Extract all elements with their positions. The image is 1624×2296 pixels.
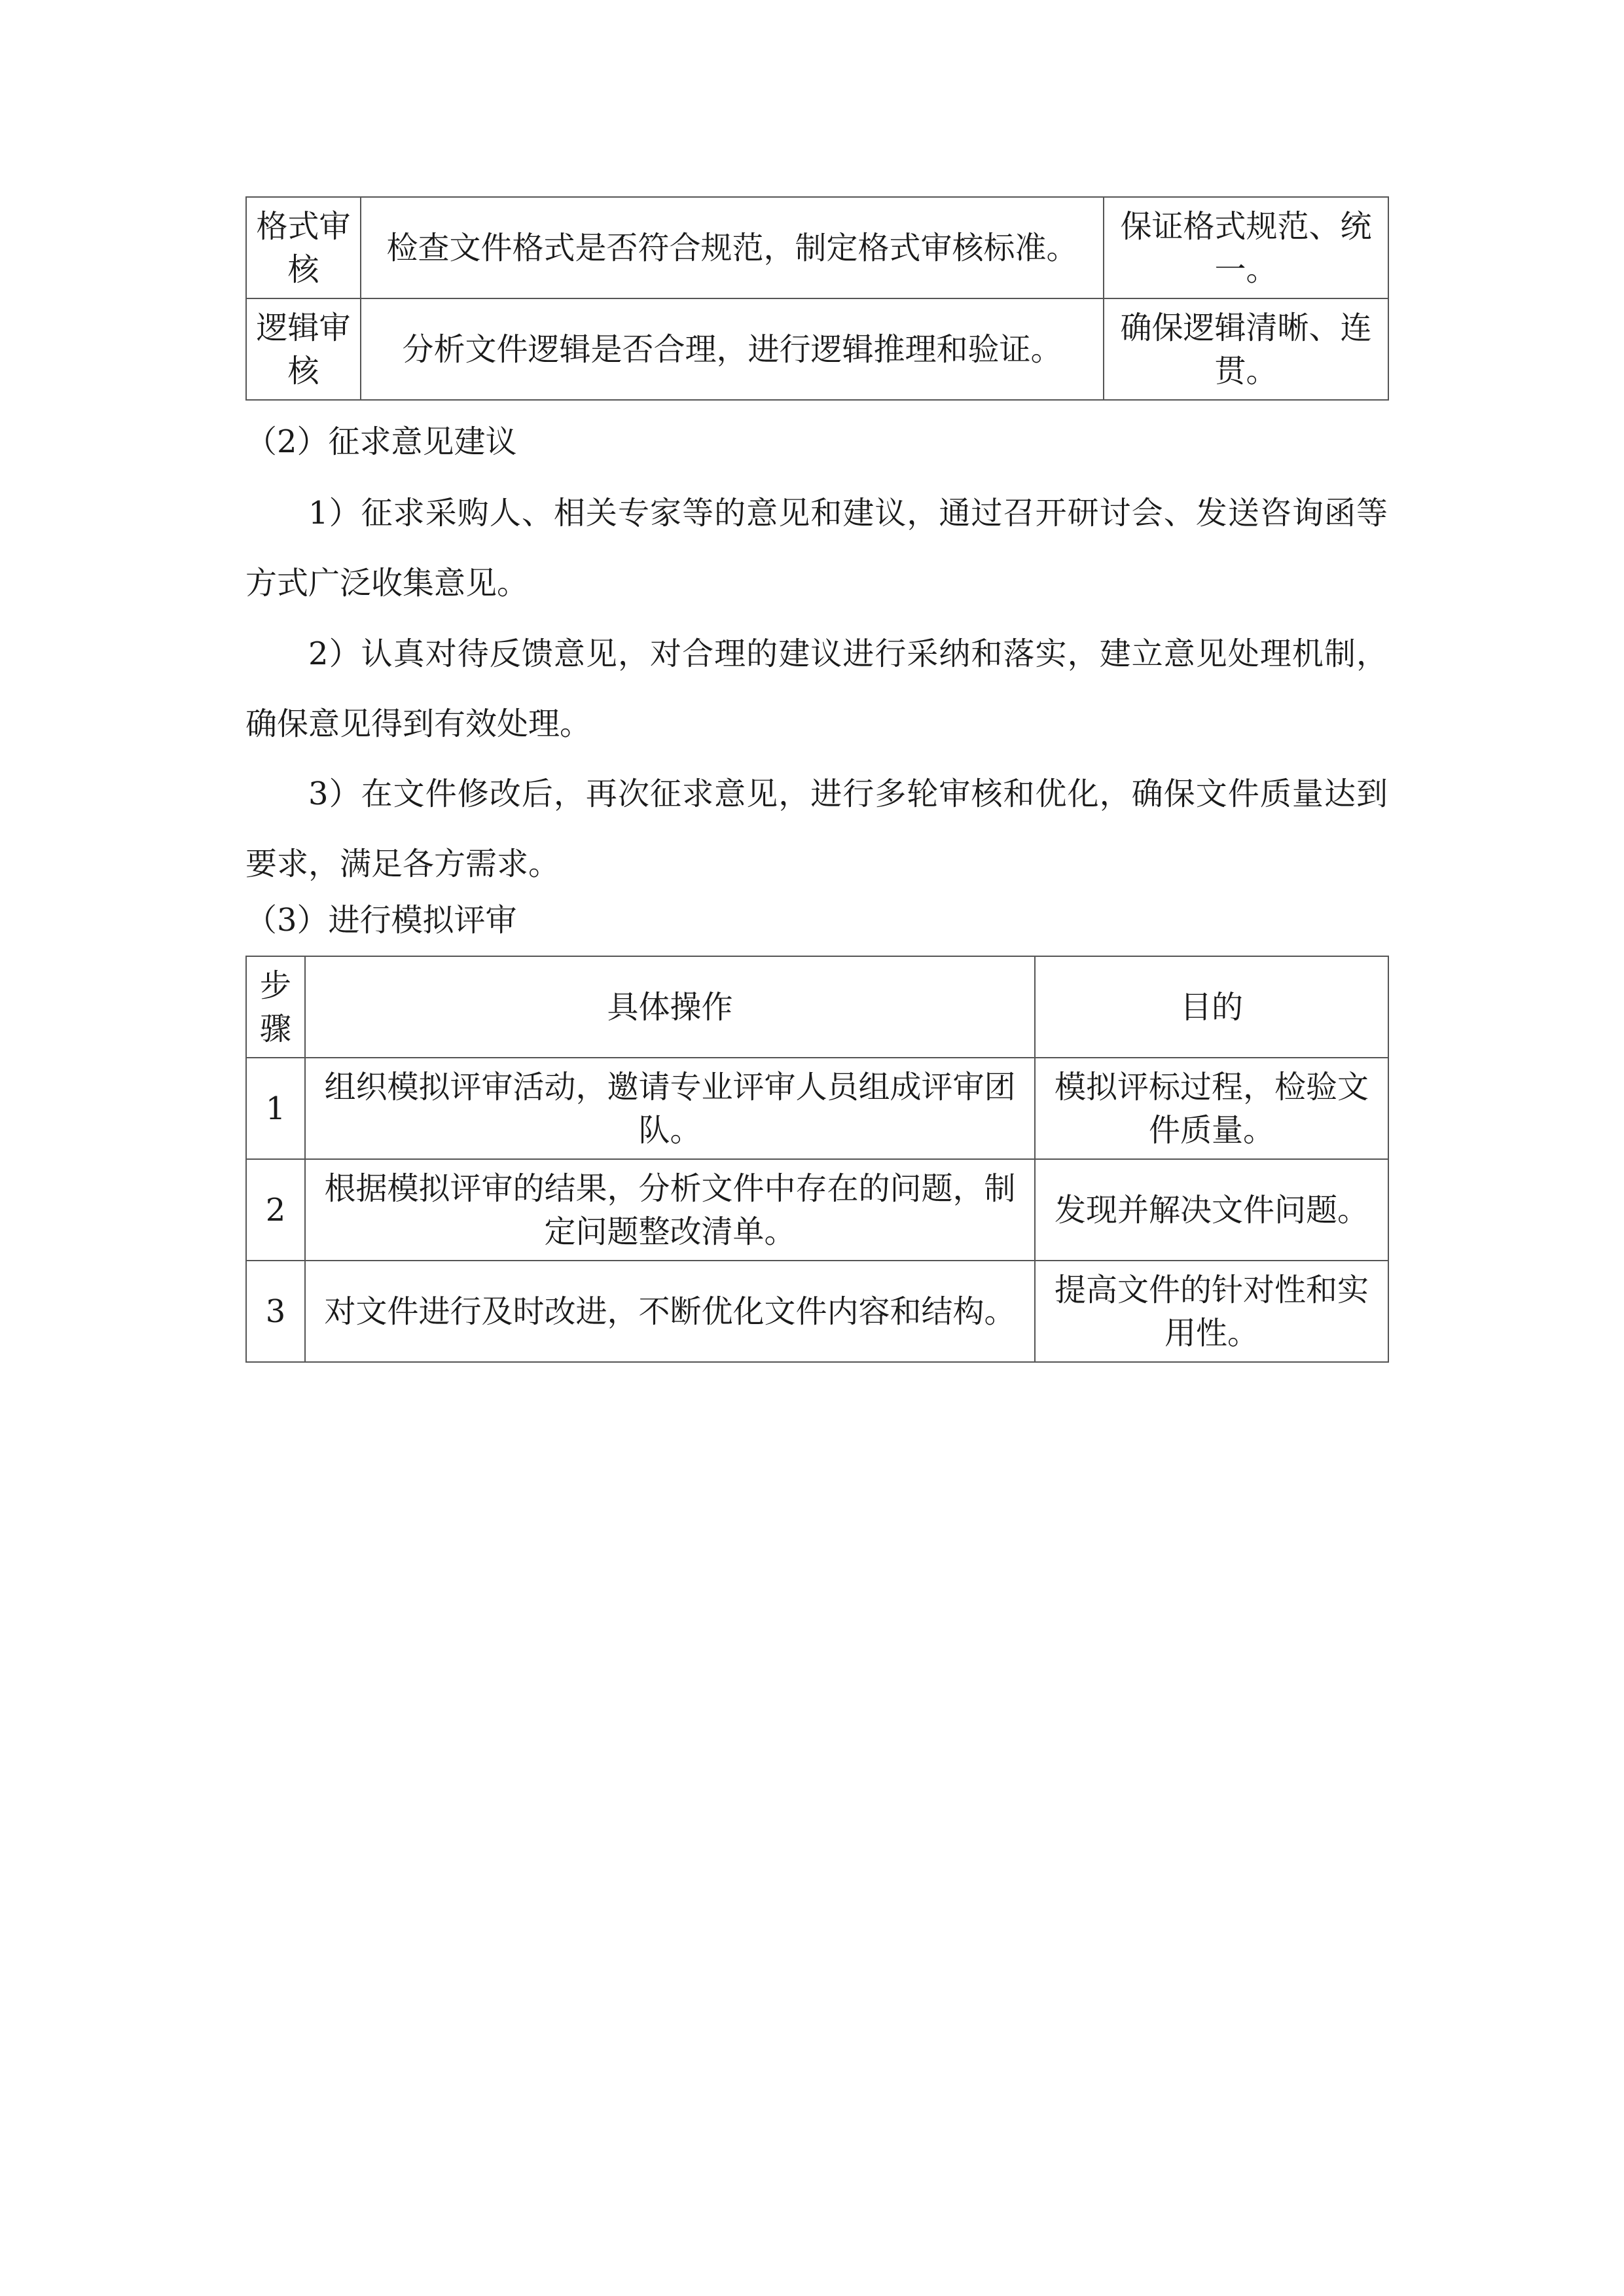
header-purpose: 目的 bbox=[1035, 956, 1388, 1058]
review-goal-cell: 确保逻辑清晰、连贯。 bbox=[1104, 298, 1388, 400]
step-cell: 3 bbox=[246, 1261, 305, 1362]
operation-cell: 组织模拟评审活动，邀请专业评审人员组成评审团队。 bbox=[305, 1058, 1035, 1159]
review-item-cell: 格式审核 bbox=[246, 197, 361, 298]
header-operation: 具体操作 bbox=[305, 956, 1035, 1058]
operation-cell: 对文件进行及时改进，不断优化文件内容和结构。 bbox=[305, 1261, 1035, 1362]
paragraph: 1）征求采购人、相关专家等的意见和建议，通过召开研讨会、发送咨询函等方式广泛收集意见。 bbox=[245, 495, 1388, 601]
review-method-cell: 分析文件逻辑是否合理，进行逻辑推理和验证。 bbox=[361, 298, 1104, 400]
purpose-cell: 模拟评标过程，检验文件质量。 bbox=[1035, 1058, 1388, 1159]
operation-cell: 根据模拟评审的结果，分析文件中存在的问题，制定问题整改清单。 bbox=[305, 1159, 1035, 1261]
step-cell: 1 bbox=[246, 1058, 305, 1159]
purpose-cell: 发现并解决文件问题。 bbox=[1035, 1159, 1388, 1261]
mock-review-table bbox=[245, 956, 1389, 1363]
review-item-cell: 逻辑审核 bbox=[246, 298, 361, 400]
review-goal-cell: 保证格式规范、统一。 bbox=[1104, 197, 1388, 298]
review-table bbox=[245, 196, 1389, 401]
section-heading-mock-review: （3）进行模拟评审 bbox=[245, 902, 517, 939]
purpose-cell: 提高文件的针对性和实用性。 bbox=[1035, 1261, 1388, 1362]
paragraph: 3）在文件修改后，再次征求意见，进行多轮审核和优化，确保文件质量达到要求，满足各方需求。 bbox=[245, 776, 1388, 882]
table-row bbox=[246, 197, 1388, 298]
table-row bbox=[246, 1058, 1388, 1159]
table-header-row bbox=[246, 956, 1388, 1058]
table-row bbox=[246, 1159, 1388, 1261]
table-row bbox=[246, 1261, 1388, 1362]
review-method-cell: 检查文件格式是否符合规范，制定格式审核标准。 bbox=[361, 197, 1104, 298]
table-row bbox=[246, 298, 1388, 400]
step-cell: 2 bbox=[246, 1159, 305, 1261]
paragraph: 2）认真对待反馈意见，对合理的建议进行采纳和落实，建立意见处理机制，确保意见得到有效处理。 bbox=[245, 636, 1388, 742]
section-heading-solicit-opinions: （2）征求意见建议 bbox=[245, 423, 517, 460]
header-step: 步骤 bbox=[246, 956, 305, 1058]
